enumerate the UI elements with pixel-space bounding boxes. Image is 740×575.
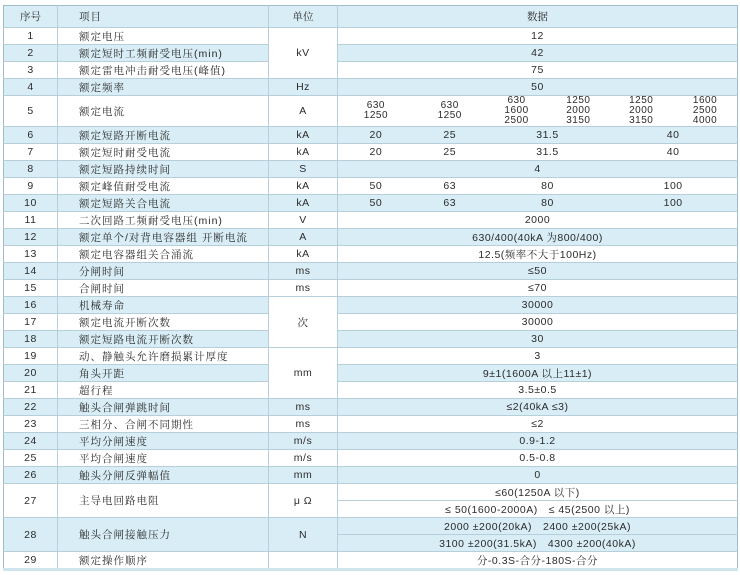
- row-value-group: [338, 144, 738, 161]
- row-item: 二次回路工频耐受电压(min): [58, 212, 269, 229]
- row-item: 额定雷电冲击耐受电压(峰值): [58, 62, 269, 79]
- spec-table: [3, 5, 738, 571]
- row-unit: A: [269, 229, 338, 246]
- row-unit: A: [269, 96, 338, 127]
- row-item: 触头合闸弹跳时间: [58, 399, 269, 416]
- row-item: 平均合闸速度: [58, 450, 269, 467]
- col-header-data: 数据: [338, 6, 738, 28]
- row-value: 12: [338, 28, 738, 45]
- value-columns: 20 25 31.5 40: [369, 146, 680, 158]
- current-variants: [338, 96, 737, 126]
- row-value: 3: [338, 348, 738, 365]
- row-item: 额定短路电流开断次数: [58, 331, 269, 348]
- row-value-group: [338, 178, 738, 195]
- row-no: 27: [4, 484, 58, 518]
- row-no: 28: [4, 518, 58, 552]
- table-row: [4, 28, 738, 45]
- row-unit: 次: [269, 297, 338, 348]
- row-value: 30000: [338, 297, 738, 314]
- row-item: 主导电回路电阻: [58, 484, 269, 518]
- table-row: [4, 161, 738, 178]
- row-item: 合闸时间: [58, 280, 269, 297]
- table-row: [4, 484, 738, 501]
- table-row-rated-current: [4, 96, 738, 127]
- row-no: 20: [4, 365, 58, 382]
- variant-column: 630 1600 2500: [504, 95, 529, 126]
- row-unit: N: [269, 518, 338, 552]
- row-value: 75: [338, 62, 738, 79]
- row-item: 角头开距: [58, 365, 269, 382]
- row-value: 0.5-0.8: [338, 450, 738, 467]
- value-columns: 50 63 80 100: [369, 197, 683, 209]
- row-item: 额定电流开断次数: [58, 314, 269, 331]
- row-unit: mm: [269, 467, 338, 484]
- row-item: 三相分、合闸不同期性: [58, 416, 269, 433]
- row-item: 额定短时工频耐受电压(min): [58, 45, 269, 62]
- value-columns: 20 25 31.5 40: [369, 129, 680, 141]
- row-unit: m/s: [269, 450, 338, 467]
- table-row: [4, 399, 738, 416]
- row-no: 5: [4, 96, 58, 127]
- col-header-no: 序号: [4, 6, 58, 28]
- row-value: 30000: [338, 314, 738, 331]
- row-no: 17: [4, 314, 58, 331]
- row-value-group: [338, 127, 738, 144]
- row-value: 4: [338, 161, 738, 178]
- row-no: 24: [4, 433, 58, 450]
- row-unit: kA: [269, 195, 338, 212]
- row-no: 26: [4, 467, 58, 484]
- table-row: [4, 79, 738, 96]
- row-no: 25: [4, 450, 58, 467]
- row-value: 630/400(40kA 为800/400): [338, 229, 738, 246]
- row-value: ≤2: [338, 416, 738, 433]
- row-no: 19: [4, 348, 58, 365]
- table-row: [4, 144, 738, 161]
- row-value: 9±1(1600A 以上11±1): [338, 365, 738, 382]
- row-no: 18: [4, 331, 58, 348]
- table-row: [4, 178, 738, 195]
- row-value: ≤50: [338, 263, 738, 280]
- row-value-line: ≤60(1250A 以下): [338, 484, 738, 501]
- row-item: 额定短路持续时间: [58, 161, 269, 178]
- row-no: 15: [4, 280, 58, 297]
- row-unit: ms: [269, 280, 338, 297]
- row-value: 2000: [338, 212, 738, 229]
- row-value: ≤2(40kA ≤3): [338, 399, 738, 416]
- row-unit: V: [269, 212, 338, 229]
- row-no: 13: [4, 246, 58, 263]
- table-row: [4, 450, 738, 467]
- row-unit: mm: [269, 348, 338, 399]
- table-row: [4, 467, 738, 484]
- row-no: 22: [4, 399, 58, 416]
- row-no: 21: [4, 382, 58, 399]
- col-header-unit: 单位: [269, 6, 338, 28]
- row-value: 42: [338, 45, 738, 62]
- row-value: 0.9-1.2: [338, 433, 738, 450]
- row-value-line: 3100 ±200(31.5kA) 4300 ±200(40kA): [338, 535, 738, 552]
- table-row: [4, 314, 738, 331]
- row-unit: kA: [269, 144, 338, 161]
- row-unit: ms: [269, 399, 338, 416]
- row-no: 4: [4, 79, 58, 96]
- row-no: 11: [4, 212, 58, 229]
- row-no: 10: [4, 195, 58, 212]
- row-unit: kA: [269, 246, 338, 263]
- table-row: [4, 62, 738, 79]
- table-row: [4, 212, 738, 229]
- row-item: 机械寿命: [58, 297, 269, 314]
- row-item: 额定单个/对背电容器组 开断电流: [58, 229, 269, 246]
- table-row: [4, 229, 738, 246]
- table-row: [4, 280, 738, 297]
- row-unit: [269, 552, 338, 570]
- row-unit: kA: [269, 127, 338, 144]
- row-item: 触头合闸接触压力: [58, 518, 269, 552]
- table-row: [4, 552, 738, 570]
- row-unit: Hz: [269, 79, 338, 96]
- row-value: 3.5±0.5: [338, 382, 738, 399]
- row-unit: ms: [269, 416, 338, 433]
- row-item: 额定峰值耐受电流: [58, 178, 269, 195]
- row-unit: kA: [269, 178, 338, 195]
- row-item: 平均分闸速度: [58, 433, 269, 450]
- col-header-item: 项目: [58, 6, 269, 28]
- table-row: [4, 263, 738, 280]
- table-row: [4, 331, 738, 348]
- row-item: 动、静触头允许磨损累计厚度: [58, 348, 269, 365]
- variant-column: 1600 2500 4000: [692, 95, 718, 126]
- table-row: [4, 348, 738, 365]
- row-item: 触头分闸反弹幅值: [58, 467, 269, 484]
- variant-column: 1250 2000 3150: [629, 95, 654, 126]
- row-value-group: [338, 96, 738, 127]
- variant-column: 630 1250: [437, 100, 462, 121]
- row-no: 8: [4, 161, 58, 178]
- table-row: [4, 45, 738, 62]
- table-row: [4, 127, 738, 144]
- row-item: 额定电压: [58, 28, 269, 45]
- table-row: [4, 195, 738, 212]
- row-unit: μ Ω: [269, 484, 338, 518]
- row-unit: kV: [269, 28, 338, 79]
- row-value: 30: [338, 331, 738, 348]
- row-item: 超行程: [58, 382, 269, 399]
- table-row: [4, 433, 738, 450]
- row-no: 1: [4, 28, 58, 45]
- row-no: 3: [4, 62, 58, 79]
- table-row: [4, 382, 738, 399]
- row-item: 额定电流: [58, 96, 269, 127]
- table-row: [4, 246, 738, 263]
- row-value: 0: [338, 467, 738, 484]
- row-no: 29: [4, 552, 58, 570]
- row-no: 2: [4, 45, 58, 62]
- row-item: 额定电容器组关合涌流: [58, 246, 269, 263]
- row-item: 额定短路关合电流: [58, 195, 269, 212]
- row-no: 9: [4, 178, 58, 195]
- row-no: 12: [4, 229, 58, 246]
- row-no: 7: [4, 144, 58, 161]
- row-unit: S: [269, 161, 338, 178]
- row-value: 12.5(频率不大于100Hz): [338, 246, 738, 263]
- row-value-group: [338, 195, 738, 212]
- row-item: 额定短时耐受电流: [58, 144, 269, 161]
- table-row: [4, 365, 738, 382]
- table-row: [4, 416, 738, 433]
- row-item: 分闸时间: [58, 263, 269, 280]
- value-columns: 50 63 80 100: [369, 180, 683, 192]
- row-no: 23: [4, 416, 58, 433]
- row-value: 分-0.3S-合分-180S-合分: [338, 552, 738, 570]
- row-value-line: 2000 ±200(20kA) 2400 ±200(25kA): [338, 518, 738, 535]
- row-item: 额定频率: [58, 79, 269, 96]
- row-no: 6: [4, 127, 58, 144]
- row-value: ≤70: [338, 280, 738, 297]
- row-no: 14: [4, 263, 58, 280]
- table-row: [4, 297, 738, 314]
- row-item: 额定操作顺序: [58, 552, 269, 570]
- row-unit: m/s: [269, 433, 338, 450]
- table-header-row: [4, 6, 738, 28]
- table-row: [4, 518, 738, 535]
- row-value-line: ≤ 50(1600-2000A) ≤ 45(2500 以上): [338, 501, 738, 518]
- row-no: 16: [4, 297, 58, 314]
- variant-column: 630 1250: [363, 100, 389, 121]
- variant-column: 1250 2000 3150: [566, 95, 591, 126]
- row-item: 额定短路开断电流: [58, 127, 269, 144]
- row-value: 50: [338, 79, 738, 96]
- row-unit: ms: [269, 263, 338, 280]
